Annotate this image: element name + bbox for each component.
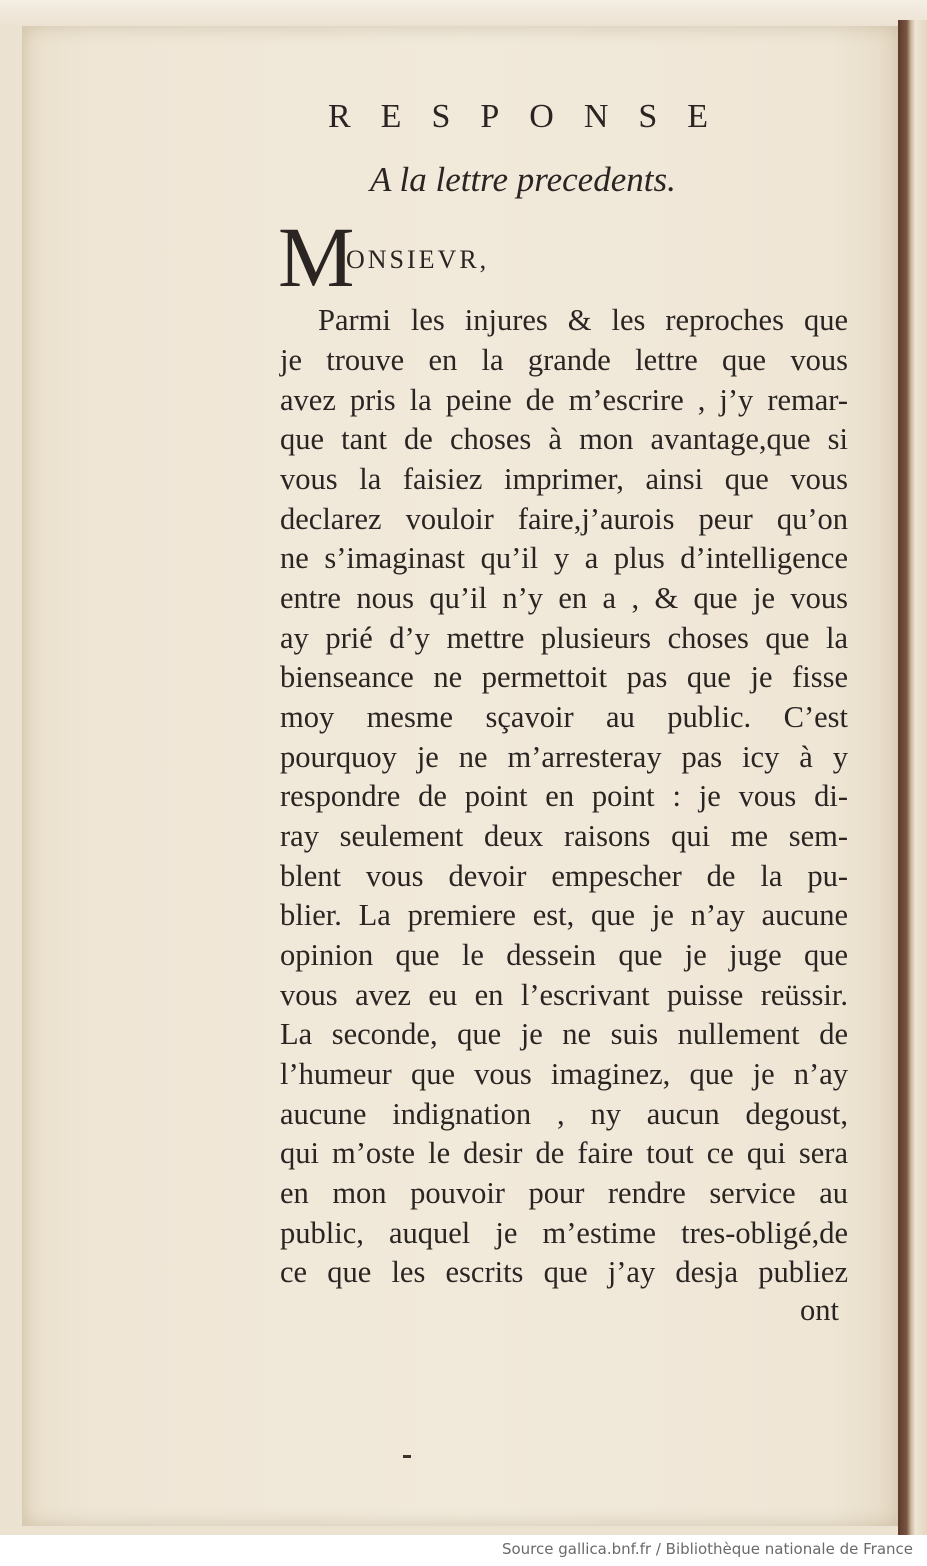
text-line: vous avez eu en l’escrivant puisse reüssir.: [280, 978, 848, 1012]
subtitle: A la lettre precedents.: [370, 160, 676, 199]
text-line: vous la faisiez imprimer, ainsi que vous: [280, 462, 848, 496]
text-line: ray seulement deux raisons qui me sem-: [280, 819, 848, 853]
text-line: ay prié d’y mettre plusieurs choses que la: [280, 621, 848, 655]
text-line: en mon pouvoir pour rendre service au: [280, 1176, 848, 1210]
text-line: ce que les escrits que j’ay desja publiez: [280, 1255, 848, 1289]
text-line: blier. La premiere est, que je n’ay aucune: [280, 898, 848, 932]
text-line: entre nous qu’il n’y en a , & que je vous: [280, 581, 848, 615]
drop-cap: M: [278, 209, 355, 305]
ink-mark: [403, 1455, 411, 1458]
text-line: ne s’imaginast qu’il y a plus d’intelligence: [280, 541, 848, 575]
text-line: l’humeur que vous imaginez, que je n’ay: [280, 1057, 848, 1091]
text-line: declarez vouloir faire,j’aurois peur qu’on: [280, 502, 848, 536]
text-line: aucune indignation , ny aucun degoust,: [280, 1097, 848, 1131]
text-line: pourquoy je ne m’arresteray pas icy à y: [280, 740, 848, 774]
text-line: avez pris la peine de m’escrire , j’y remar-: [280, 383, 848, 417]
salutation: ONSIEVR,: [346, 245, 490, 274]
text-line: qui m’oste le desir de faire tout ce qui sera: [280, 1136, 848, 1170]
text-line: La seconde, que je ne suis nullement de: [280, 1017, 848, 1051]
scan-top-margin: [0, 0, 927, 26]
text-line: bienseance ne permettoit pas que je fisse: [280, 660, 848, 694]
running-head: RESPONSE: [328, 98, 739, 135]
text-line: blent vous devoir empescher de la pu-: [280, 859, 848, 893]
text-line: que tant de choses à mon avantage,que si: [280, 422, 848, 456]
text-line: je trouve en la grande lettre que vous: [280, 343, 848, 377]
text-line: respondre de point en point : je vous di-: [280, 779, 848, 813]
text-line: opinion que le dessein que je juge que: [280, 938, 848, 972]
source-credit: Source gallica.bnf.fr / Bibliothèque nationale de France: [501, 1540, 913, 1558]
text-line: public, auquel je m’estime tres-obligé,de: [280, 1216, 848, 1250]
book-edge: [898, 20, 927, 1535]
text-line: Parmi les injures & les reproches que: [318, 303, 848, 337]
catchword: ont: [800, 1293, 839, 1327]
text-line: moy mesme sçavoir au public. C’est: [280, 700, 848, 734]
